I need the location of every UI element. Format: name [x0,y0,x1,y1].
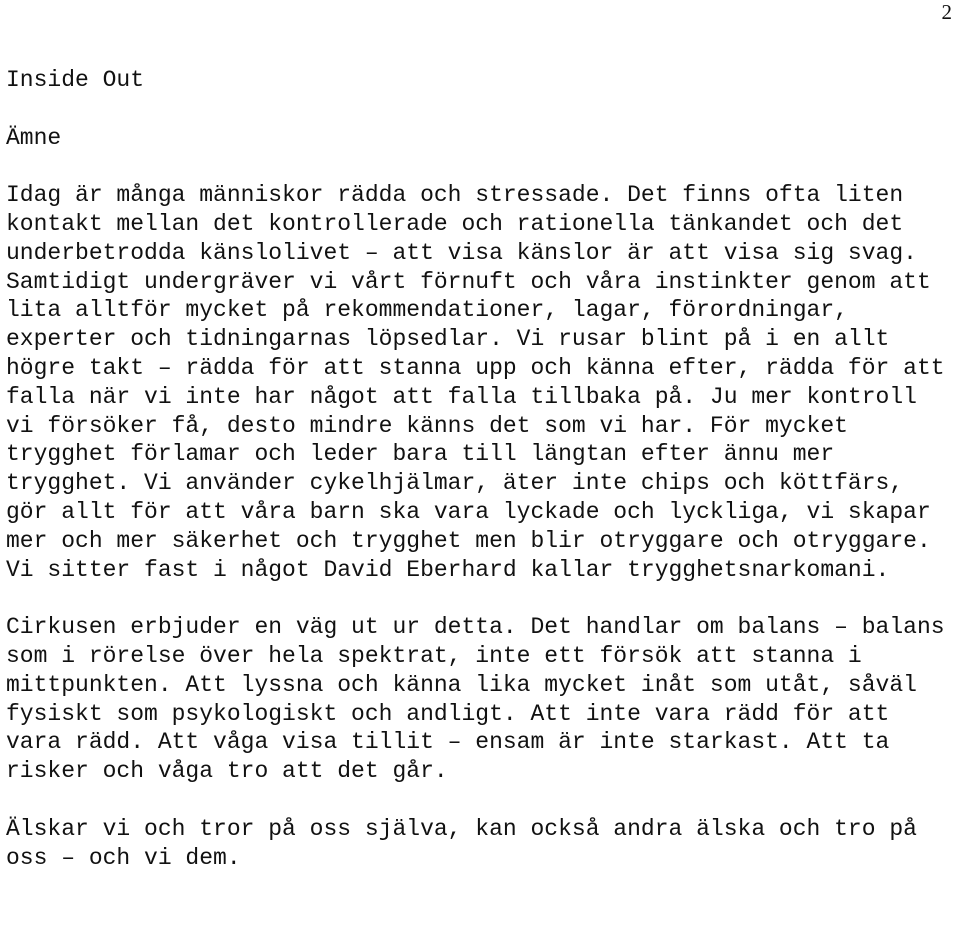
document-title: Inside Out [6,67,145,93]
body-paragraph: Cirkusen erbjuder en väg ut ur detta. Det handlar om balans – balans som i rörelse över hela spektrat, inte ett försök att stanna i mittpunkten. Att lyssna och känna lika mycket inåt som utåt, såväl fysiskt som psykologiskt och andligt. Att inte vara rädd för att vara rädd. Att våga visa tillit – ensam är inte starkast. Att ta risker och våga tro att det går. [6,614,945,785]
document-body [6,66,951,872]
body-paragraph: Idag är många människor rädda och stressade. Det finns ofta liten kontakt mellan det kontrollerade och rationella tänkandet och det underbetrodda känslolivet – att visa känslor är att visa sig svag. Samtidigt undergräver vi vårt förnuft och våra instinkter genom att lita alltför mycket på rekommendationer, lagar, förordningar, experter och tidningarnas löpsedlar. Vi rusar blint på i en allt högre takt – rädda för att stanna upp och känna efter, rädda för att falla när vi inte har något att falla tillbaka på. Ju mer kontroll vi försöker få, desto mindre känns det som vi har. För mycket trygghet förlamar och leder bara till längtan efter ännu mer trygghet. Vi använder cykelhjälmar, äter inte chips och köttfärs, gör allt för att våra barn ska vara lyckade och lyckliga, vi skapar mer och mer säkerhet och trygghet men blir otryggare och otryggare. Vi sitter fast i något David Eberhard kallar trygghetsnarkomani. [6,182,945,583]
body-paragraph: Älskar vi och tror på oss själva, kan också andra älska och tro på oss – och vi dem. [6,815,917,871]
document-subtitle: Ämne [6,124,62,151]
page-number: 2 [941,0,952,24]
